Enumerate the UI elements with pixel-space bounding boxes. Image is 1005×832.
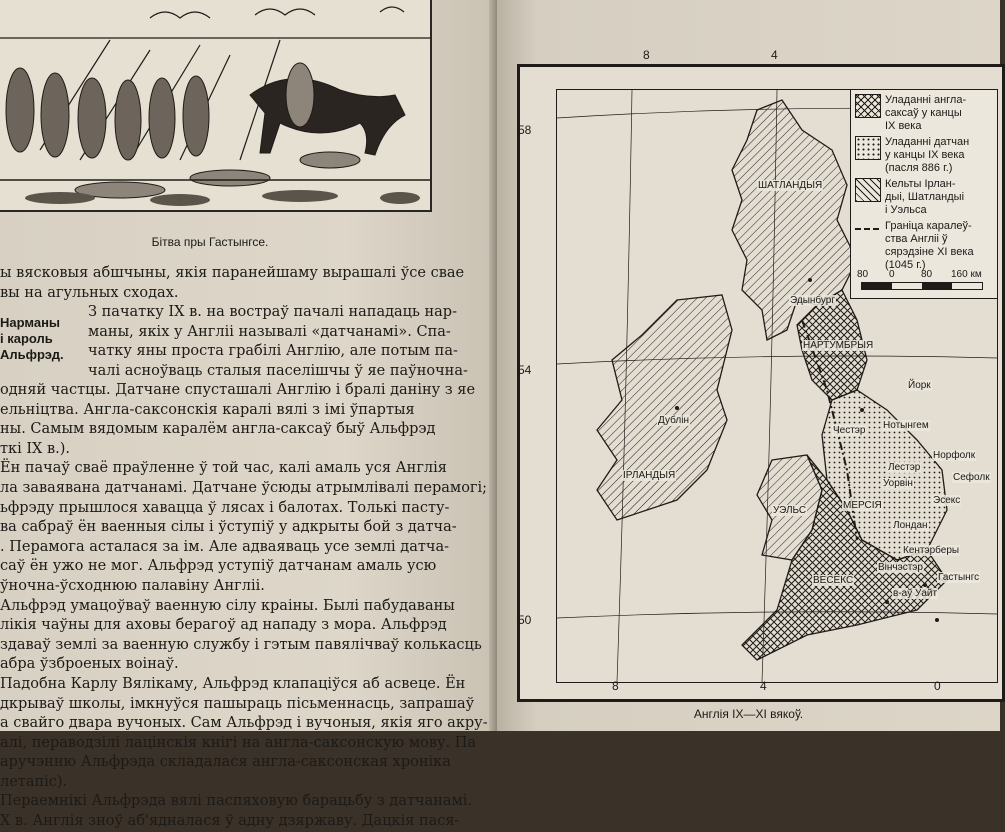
place-label: Нотынгем (883, 420, 929, 431)
place-label: Гастынгс (938, 572, 980, 583)
legend-line: дыі, Шатландыі (885, 191, 965, 203)
legend-line: Уладанні датчан (885, 136, 970, 148)
dots-swatch (855, 136, 881, 160)
legend-text (885, 94, 966, 133)
legend-line: сярэдзіне XI века (885, 246, 974, 258)
map-caption: Англія IX—XI вякоў. (693, 707, 804, 721)
region-label: УЭЛЬС (773, 505, 807, 516)
legend-line: і Уэльса (885, 204, 927, 216)
text-line: чатку яны проста грабілі Англію, але потым па- (88, 343, 458, 360)
latitude-label: 54 (518, 363, 532, 377)
side-heading-line: Альфрэд. (0, 347, 64, 362)
side-heading (0, 315, 64, 363)
text-line: ўночна-ўсходнюю палавіну Англіі. (0, 577, 265, 594)
text-line: здаваў землі за ваенную службу і гэтым павялічваў колькасць (0, 636, 482, 653)
body-text-top (0, 264, 464, 303)
text-line: лікія чаўны для аховы берагоў ад нападу з мора. Альфрэд (0, 617, 447, 634)
illustration-caption: Бітва пры Гастынгсе. (151, 235, 269, 249)
text-line: маны, якіх у Англіі называлі «датчанамі». Спа- (88, 323, 451, 340)
place-label: Честэр (833, 425, 866, 436)
legend-line: ства Англіі ў (885, 233, 948, 245)
place-label: Уорвін (883, 478, 913, 489)
place-label: Вінчэстэр (878, 562, 923, 573)
legend-line: (пасля 886 г.) (885, 162, 953, 174)
region-label: ВЕСЕКС (813, 575, 854, 586)
text-line: ткі IX в.). (0, 440, 71, 457)
place-label: Лестэр (888, 462, 921, 473)
place-label: Эсекс (933, 495, 961, 506)
region-label: ІРЛАНДЫЯ (623, 470, 676, 481)
text-line: а свайго двара вучоных. Сам Альфрэд і вучоныя, якія яго акру- (0, 715, 488, 732)
text-line: ельніцтва. Англа-саксонскія каралі вялі з імі ўпартыя (0, 401, 415, 418)
text-line: Падобна Карлу Вялікаму, Альфрэд клапаціўся аб асвеце. Ён (0, 675, 466, 692)
crosshatch-swatch (855, 94, 881, 118)
place-label: Кентэрберы (903, 545, 960, 556)
map-legend (850, 90, 997, 299)
body-text-indented (88, 303, 468, 381)
text-line: Пераемнікі Альфрэда вялі паспяховую барацьбу з датчанамі. (0, 793, 473, 810)
text-line: ы вясковыя абшчыны, якія паранейшаму вырашалі ўсе свае (0, 265, 465, 281)
legend-text (885, 136, 969, 175)
map-frame (517, 64, 1005, 702)
region-label: МЕРСІЯ (843, 500, 882, 511)
legend-line: Граніца каралеў- (885, 220, 972, 232)
scale-label: 80 (857, 269, 869, 280)
legend-line: саксаў у канцы (885, 107, 962, 119)
longitude-label: 0 (934, 679, 941, 693)
text-line: X в. Англія зноў аб'ядналася ў адну дзяржаву. Дацкія пася- (0, 813, 460, 830)
text-line: саў ён ужо не мог. Альфрэд уступіў датчанам амаль усю (0, 558, 437, 575)
legend-line: (1045 г.) (885, 259, 926, 271)
text-line: летапіс). (0, 773, 68, 790)
text-line: дкрываў школы, імкнуўся пашыраць пісьменнасць, запрашаў (0, 695, 475, 712)
place-label: Норфолк (933, 450, 976, 461)
hatch-swatch (855, 178, 881, 202)
text-line: аручэнню Альфрэда складалася англа-саксонская хроніка (0, 754, 451, 771)
legend-line: Кельты Ірлан- (885, 178, 956, 190)
longitude-label: 4 (771, 48, 778, 62)
legend-text (885, 220, 974, 272)
text-line: З пачатку IX в. на востраў пачалі нападаць нар- (88, 304, 457, 320)
text-line: абра ўзброеных воінаў. (0, 656, 179, 673)
scale-label: 160 км (951, 269, 982, 280)
legend-text (885, 178, 964, 217)
region-label: ШАТЛАНДЫЯ (758, 180, 823, 191)
place-label: Эдынбург (790, 295, 836, 306)
longitude-label: 4 (760, 679, 767, 693)
dashline-swatch (855, 228, 879, 230)
place-label: в-аў Уайт (893, 588, 938, 599)
right-page (497, 0, 1000, 731)
latitude-label: 58 (518, 123, 532, 137)
text-line: чалі асноўваць сталыя паселішчы ў яе паўночна- (88, 362, 468, 379)
left-page (0, 0, 497, 830)
legend-line: Уладанні англа- (885, 94, 967, 106)
text-line: Альфрэд умацоўваў ваенную сілу краіны. Былі пабудаваны (0, 597, 455, 614)
place-label: Йорк (908, 380, 931, 391)
place-label: Дублін (658, 415, 689, 426)
latitude-label: 50 (518, 613, 532, 627)
text-line: ва сабраў ён ваенныя сілы і ўступіў у адкрыты бой з датча- (0, 519, 457, 536)
scale-bar (861, 282, 983, 290)
text-line: Ён пачаў сваё праўленне ў той час, калі амаль уся Англія (0, 460, 447, 477)
battle-illustration (0, 0, 432, 212)
text-line: . Перамога асталася за ім. Але адваяваць усе землі датча- (0, 538, 450, 555)
side-heading-line: Нарманы (0, 315, 61, 330)
legend-line: у канцы IX века (885, 149, 965, 161)
scale-label: 0 (889, 269, 895, 280)
text-line: ла заваявана датчанамі. Датчане ўсюды атрымлівалі перамогі; (0, 479, 488, 496)
text-line: ьфрэду прышлося хавацца ў лясах і балотах. Толькі пасту- (0, 499, 450, 516)
body-text-main (0, 381, 488, 832)
battle-of-hastings-drawing (0, 0, 430, 210)
longitude-label: 8 (612, 679, 619, 693)
legend-line: IX века (885, 120, 922, 132)
place-label: Сефолк (953, 472, 990, 483)
place-label: Лондан (893, 520, 928, 531)
scale-label: 80 (921, 269, 933, 280)
text-line: вы на агульных сходах. (0, 284, 179, 301)
region-label: НАРТУМБРЫЯ (803, 340, 874, 351)
side-heading-line: і кароль (0, 331, 53, 346)
text-line: алі, пераводзілі лацінскія кнігі на англа-саксонскую мову. Па (0, 734, 477, 751)
longitude-label: 8 (643, 48, 650, 62)
text-line: одняй частцы. Датчане спусташалі Англію і бралі даніну з яе (0, 382, 476, 398)
text-line: ны. Самым вядомым каралём англа-саксаў быў Альфрэд (0, 421, 436, 438)
map-area (556, 89, 998, 683)
